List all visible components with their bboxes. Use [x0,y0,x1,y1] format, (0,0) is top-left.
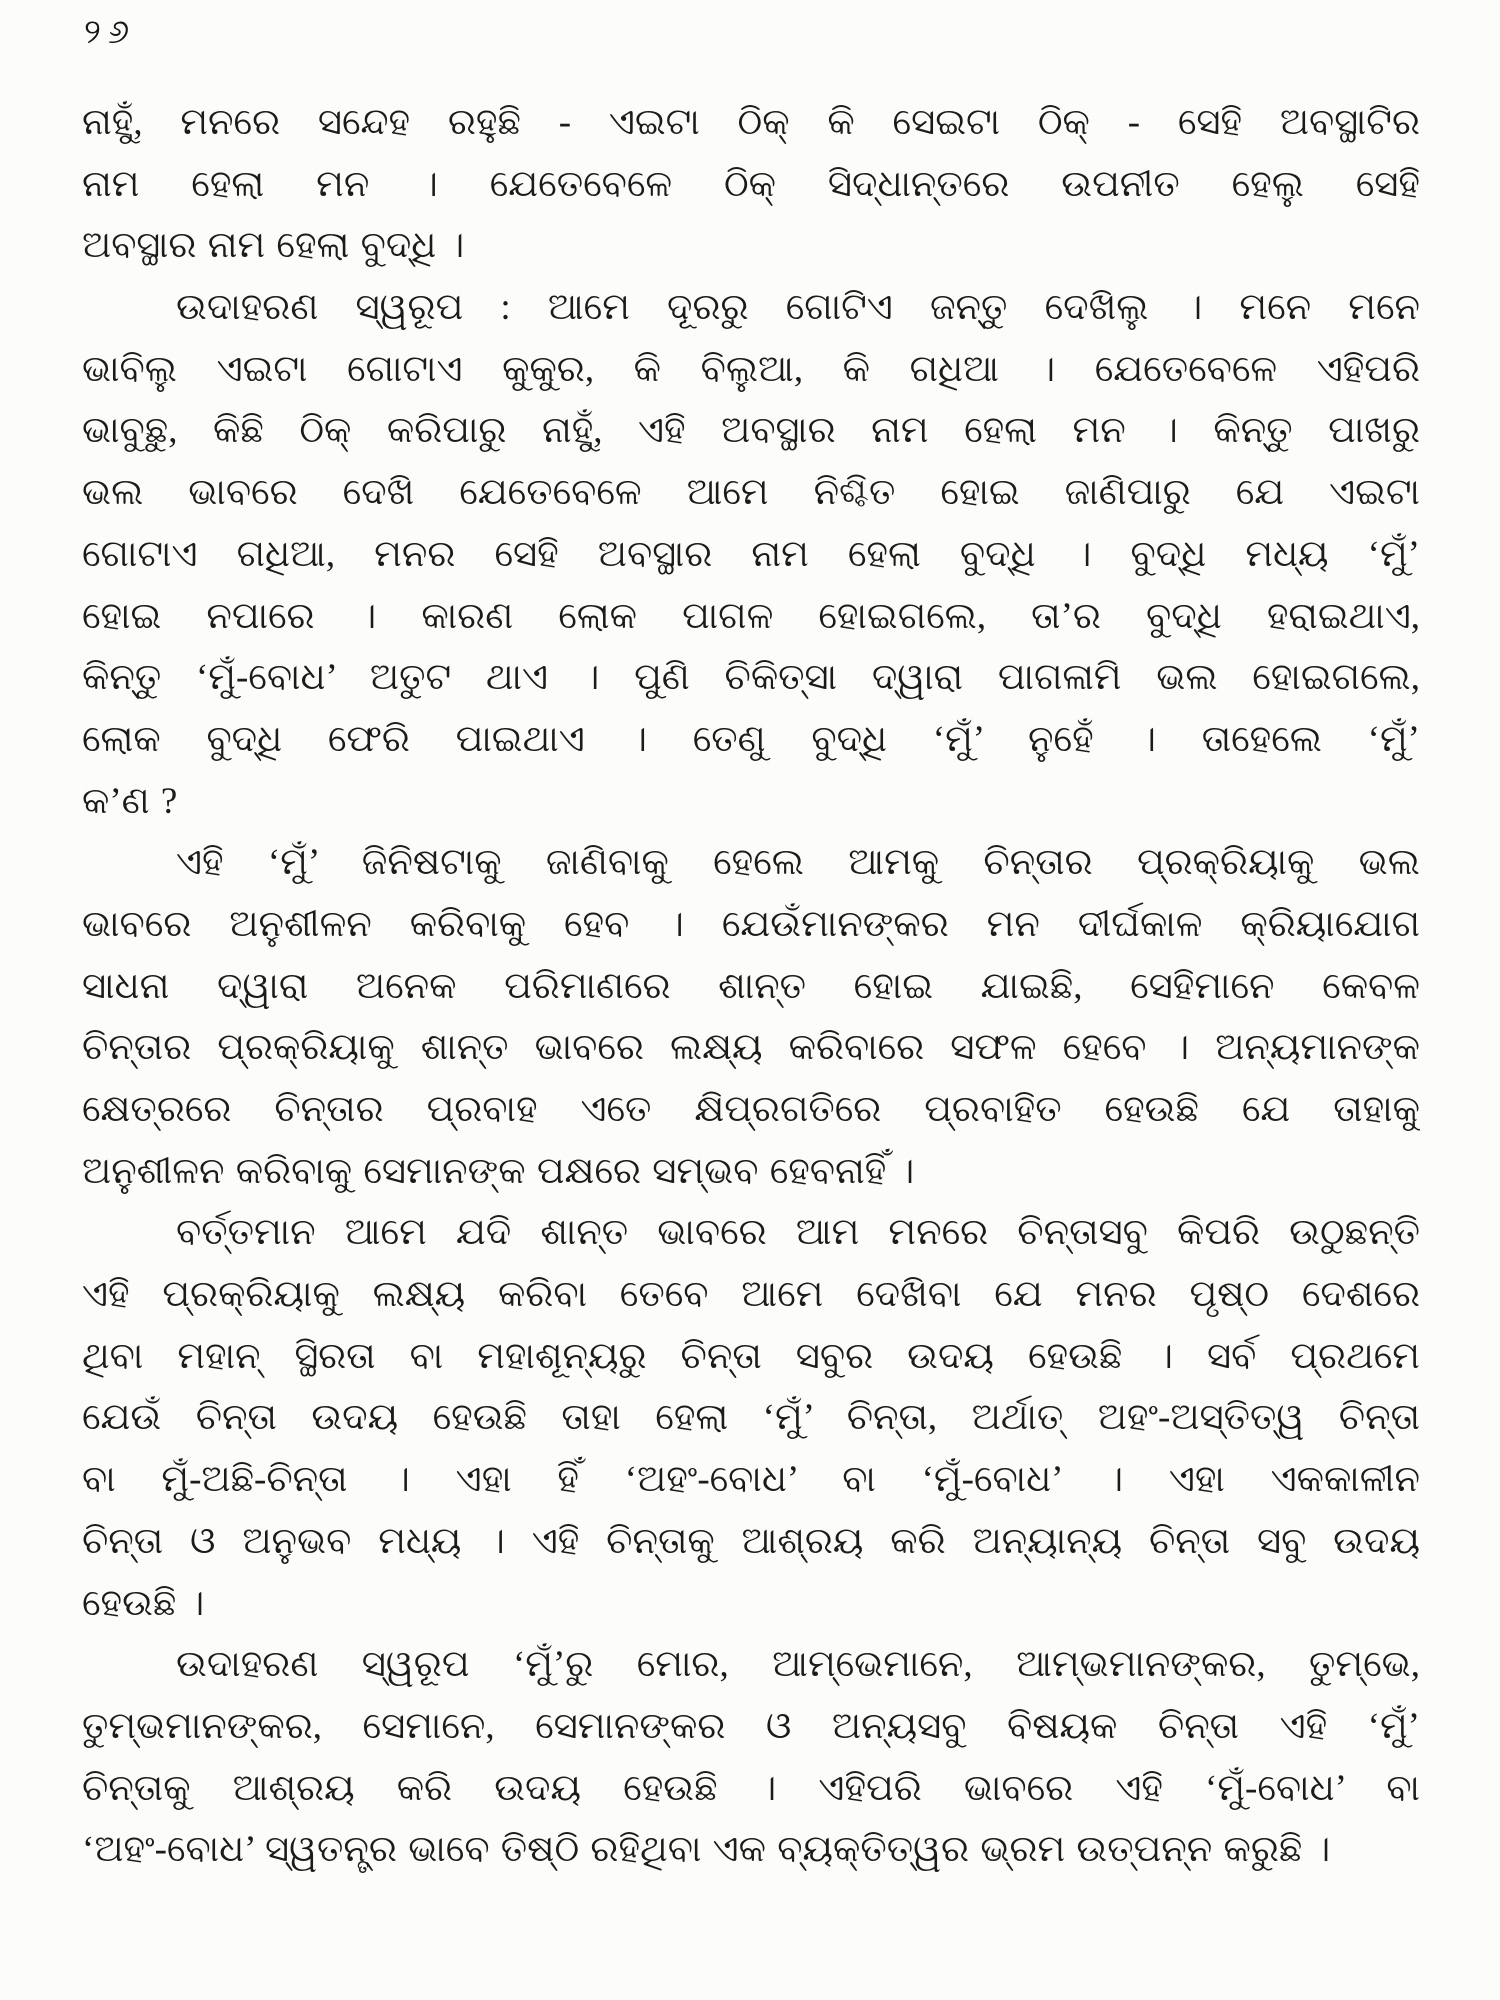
text-line: ସାଧନା ଦ୍ୱାରା ଅନେକ ପରିମାଣରେ ଶାନ୍ତ ହୋଇ ଯାଇଛି, ସେହିମାନେ କେବଳ [82,965,1420,1007]
text-line: ନାହୁଁ, ମନରେ ସନ୍ଦେହ ରହୁଛି - ଏଇଟା ଠିକ୍ କି ସେଇଟା ଠିକ୍ - ସେହି ଅବସ୍ଥାଟିର [82,102,1420,143]
text-line: ବା ମୁଁ-ଅଛି-ଚିନ୍ତା । ଏହା ହିଁ ‘ଅହଂ-ବୋଧ’ ବା ‘ମୁଁ-ବୋଧ’ । ଏହା ଏକକାଳୀନ [82,1459,1420,1501]
text-line: କିନ୍ତୁ ‘ମୁଁ-ବୋଧ’ ଅତୁଟ ଥାଏ । ପୁଣି ଚିକିତ୍ସା ଦ୍ୱାରା ପାଗଳାମି ଭଲ ହୋଇଗଲେ, [82,657,1420,699]
text-line: ଚିନ୍ତାକୁ ଆଶ୍ରୟ କରି ଉଦୟ ହେଉଛି । ଏହିପରି ଭାବରେ ଏହି ‘ମୁଁ-ବୋଧ’ ବା [82,1767,1420,1809]
text-line: ଏହି ପ୍ରକ୍ରିୟାକୁ ଲକ୍ଷ୍ୟ କରିବା ତେବେ ଆମେ ଦେଖିବା ଯେ ମନର ପୃଷ୍ଠ ଦେଶରେ [82,1274,1420,1316]
text-line: ଏହି ‘ମୁଁ’ ଜିନିଷଟାକୁ ଜାଣିବାକୁ ହେଲେ ଆମକୁ ଚିନ୍ତାର ପ୍ରକ୍ରିୟାକୁ ଭଲ [176,842,1420,884]
text-line: ଭାବିଲୁ ଏଇଟା ଗୋଟାଏ କୁକୁର, କି ବିଲୁଆ, କି ଗଧିଆ । ଯେତେବେଳେ ଏହିପରି [82,348,1420,390]
text-line: ହେଉଛି । [82,1582,205,1624]
text-line: ଚିନ୍ତାର ପ୍ରକ୍ରିୟାକୁ ଶାନ୍ତ ଭାବରେ ଲକ୍ଷ୍ୟ କରିବାରେ ସଫଳ ହେବେ । ଅନ୍ୟମାନଙ୍କ [82,1027,1420,1069]
text-line: ଉଦାହରଣ ସ୍ୱରୂପ : ଆମେ ଦୂରରୁ ଗୋଟିଏ ଜନ୍ତୁ ଦେଖିଲୁ । ମନେ ମନେ [176,287,1420,329]
text-line: ଲୋକ ବୁଦ୍ଧି ଫେରି ପାଇଥାଏ । ତେଣୁ ବୁଦ୍ଧି ‘ମୁଁ’ ନୁହେଁ । ତାହେଲେ ‘ମୁଁ’ [82,718,1420,760]
page-number: ୨୬ [84,14,137,51]
text-line: କ’ଣ ? [82,780,178,822]
text-line: ଭଲ ଭାବରେ ଦେଖି ଯେତେବେଳେ ଆମେ ନିଶ୍ଚିତ ହୋଇ ଜାଣିପାରୁ ଯେ ଏଇଟା [82,472,1420,514]
text-line: ଥିବା ମହାନ୍ ସ୍ଥିରତା ବା ମହାଶୂନ୍ୟରୁ ଚିନ୍ତା ସବୁର ଉଦୟ ହେଉଛି । ସର୍ବ ପ୍ରଥମେ [82,1335,1420,1377]
text-line: କ୍ଷେତ୍ରରେ ଚିନ୍ତାର ପ୍ରବାହ ଏତେ କ୍ଷିପ୍ରଗତିରେ ପ୍ରବାହିତ ହେଉଛି ଯେ ତାହାକୁ [82,1089,1420,1130]
text-line: ତୁମ୍ଭମାନଙ୍କର, ସେମାନେ, ସେମାନଙ୍କର ଓ ଅନ୍ୟସବୁ ବିଷୟକ ଚିନ୍ତା ଏହି ‘ମୁଁ’ [82,1705,1420,1747]
text-line: ହୋଇ ନପାରେ । କାରଣ ଲୋକ ପାଗଳ ହୋଇଗଲେ, ତା’ର ବୁଦ୍ଧି ହରାଇଥାଏ, [82,595,1420,637]
text-line: ଭାବୁଛୁ, କିଛି ଠିକ୍ କରିପାରୁ ନାହୁଁ, ଏହି ଅବସ୍ଥାର ନାମ ହେଲା ମନ । କିନ୍ତୁ ପାଖରୁ [82,410,1420,452]
text-line: ଗୋଟାଏ ଗଧିଆ, ମନର ସେହି ଅବସ୍ଥାର ନାମ ହେଲା ବୁଦ୍ଧି । ବୁଦ୍ଧି ମଧ୍ୟ ‘ମୁଁ’ [82,533,1420,575]
text-line: ଚିନ୍ତା ଓ ଅନୁଭବ ମଧ୍ୟ । ଏହି ଚିନ୍ତାକୁ ଆଶ୍ରୟ କରି ଅନ୍ୟାନ୍ୟ ଚିନ୍ତା ସବୁ ଉଦୟ [82,1520,1420,1562]
text-line: ଅବସ୍ଥାର ନାମ ହେଲା ବୁଦ୍ଧି । [82,225,465,267]
text-line: ‘ଅହଂ-ବୋଧ’ ସ୍ୱତନ୍ତ୍ର ଭାବେ ତିଷ୍ଠି ରହିଥିବା ଏକ ବ୍ୟକ୍ତିତ୍ୱର ଭ୍ରମ ଉତ୍ପନ୍ନ କରୁଛି । [82,1829,1331,1871]
text-line: ଯେଉଁ ଚିନ୍ତା ଉଦୟ ହେଉଛି ତାହା ହେଲା ‘ମୁଁ’ ଚିନ୍ତା, ଅର୍ଥାତ୍ ଅହଂ-ଅସ୍ତିତ୍ୱ ଚିନ୍ତା [82,1397,1420,1439]
text-line: ବର୍ତ୍ତମାନ ଆମେ ଯଦି ଶାନ୍ତ ଭାବରେ ଆମ ମନରେ ଚିନ୍ତାସବୁ କିପରି ଉଠୁଛନ୍ତି [176,1212,1420,1254]
text-line: ନାମ ହେଲା ମନ । ଯେତେବେଳେ ଠିକ୍ ସିଦ୍ଧାନ୍ତରେ ଉପନୀତ ହେଲୁ ସେହି [82,163,1420,205]
text-line: ଅନୁଶୀଳନ କରିବାକୁ ସେମାନଙ୍କ ପକ୍ଷରେ ସମ୍ଭବ ହେବନାହିଁ । [82,1150,915,1192]
text-line: ଉଦାହରଣ ସ୍ୱରୂପ ‘ମୁଁ’ରୁ ମୋର, ଆମ୍ଭେମାନେ, ଆମ୍ଭମାନଙ୍କର, ତୁମ୍ଭେ, [176,1644,1420,1686]
body-text [82,92,1420,1881]
text-line: ଭାବରେ ଅନୁଶୀଳନ କରିବାକୁ ହେବ । ଯେଉଁମାନଙ୍କର ମନ ଦୀର୍ଘକାଳ କ୍ରିୟାଯୋଗ [82,903,1420,945]
